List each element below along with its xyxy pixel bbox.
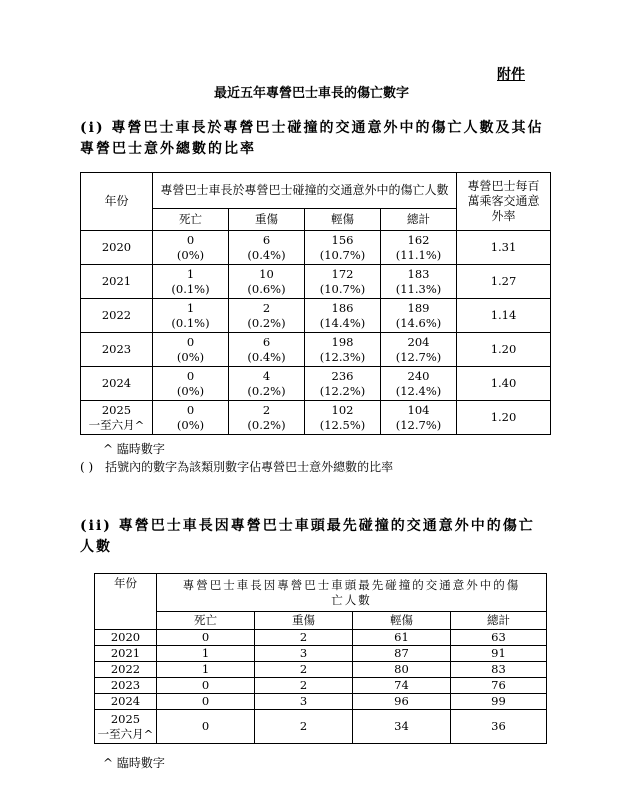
total-cell bbox=[381, 401, 457, 435]
slight-cell: 61 bbox=[353, 630, 451, 646]
year-cell bbox=[95, 694, 157, 710]
slight-cell: 87 bbox=[353, 646, 451, 662]
table-row bbox=[95, 662, 547, 678]
note-provisional: ^ 臨時數字 bbox=[103, 442, 165, 456]
deaths-cell bbox=[153, 367, 229, 401]
cell-percent: (12.5%) bbox=[319, 417, 366, 432]
year-value: 2024 bbox=[101, 376, 132, 390]
year-cell bbox=[81, 231, 153, 265]
note-provisional-2: ^ 臨時數字 bbox=[103, 756, 165, 770]
deaths-cell bbox=[153, 231, 229, 265]
year-cell bbox=[81, 299, 153, 333]
cell-value: 2 bbox=[262, 402, 271, 417]
rate-cell: 1.20 bbox=[457, 401, 551, 435]
cell-value: 236 bbox=[331, 368, 354, 383]
total-cell bbox=[381, 299, 457, 333]
cell-percent: (0%) bbox=[176, 417, 205, 432]
deaths-cell: 1 bbox=[157, 646, 255, 662]
total-cell: 76 bbox=[451, 678, 547, 694]
cell-percent: (0.6%) bbox=[247, 281, 286, 296]
total-cell: 91 bbox=[451, 646, 547, 662]
cell-percent: (14.6%) bbox=[395, 315, 442, 330]
table-row bbox=[81, 265, 551, 299]
deaths-cell bbox=[153, 265, 229, 299]
cell-percent: (11.1%) bbox=[395, 247, 442, 262]
total-cell bbox=[381, 333, 457, 367]
group-header: 專營巴士車長於專營巴士碰撞的交通意外中的傷亡人數 bbox=[153, 173, 457, 209]
sub-header-total: 總計 bbox=[381, 209, 457, 231]
year-cell bbox=[95, 678, 157, 694]
cell-percent: (12.2%) bbox=[319, 383, 366, 398]
deaths-cell: 0 bbox=[157, 710, 255, 744]
table-row bbox=[81, 299, 551, 333]
serious-cell bbox=[229, 401, 305, 435]
slight-cell: 34 bbox=[353, 710, 451, 744]
year-cell bbox=[81, 367, 153, 401]
sub-header-deaths: 死亡 bbox=[153, 209, 229, 231]
cell-percent: (0%) bbox=[176, 349, 205, 364]
deaths-cell: 1 bbox=[157, 662, 255, 678]
total-cell bbox=[381, 367, 457, 401]
table-row bbox=[81, 367, 551, 401]
rate-cell: 1.20 bbox=[457, 333, 551, 367]
table-row bbox=[95, 678, 547, 694]
year-note: 一至六月^ bbox=[97, 726, 154, 741]
serious-cell: 2 bbox=[255, 710, 353, 744]
cell-value: 1 bbox=[186, 300, 195, 315]
serious-cell bbox=[229, 299, 305, 333]
cell-percent: (0.4%) bbox=[247, 349, 286, 364]
cell-percent: (0.2%) bbox=[247, 315, 286, 330]
table-casualties-front-collision bbox=[94, 573, 547, 744]
table-row bbox=[81, 333, 551, 367]
deaths-cell: 0 bbox=[157, 630, 255, 646]
total-cell: 83 bbox=[451, 662, 547, 678]
cell-value: 240 bbox=[407, 368, 430, 383]
year-cell bbox=[81, 401, 153, 435]
table-row bbox=[95, 694, 547, 710]
year-header: 年份 bbox=[95, 574, 157, 630]
cell-percent: (0%) bbox=[176, 247, 205, 262]
total-cell: 63 bbox=[451, 630, 547, 646]
year-value: 2022 bbox=[110, 662, 141, 676]
rate-cell: 1.40 bbox=[457, 367, 551, 401]
slight-cell: 80 bbox=[353, 662, 451, 678]
cell-value: 156 bbox=[331, 232, 354, 247]
slight-cell bbox=[305, 401, 381, 435]
year-cell bbox=[95, 710, 157, 744]
deaths-cell: 0 bbox=[157, 694, 255, 710]
sub-header-serious: 重傷 bbox=[229, 209, 305, 231]
slight-cell bbox=[305, 333, 381, 367]
slight-cell bbox=[305, 265, 381, 299]
cell-value: 1 bbox=[186, 266, 195, 281]
rate-cell: 1.27 bbox=[457, 265, 551, 299]
serious-cell: 2 bbox=[255, 630, 353, 646]
year-value: 2022 bbox=[101, 308, 132, 322]
rate-header: 專營巴士每百萬乘客交通意外率 bbox=[457, 173, 551, 231]
year-cell bbox=[95, 630, 157, 646]
serious-cell: 2 bbox=[255, 662, 353, 678]
serious-cell bbox=[229, 231, 305, 265]
cell-percent: (12.3%) bbox=[319, 349, 366, 364]
slight-cell: 96 bbox=[353, 694, 451, 710]
year-value: 2023 bbox=[101, 342, 132, 356]
cell-value: 162 bbox=[407, 232, 430, 247]
total-cell: 99 bbox=[451, 694, 547, 710]
year-note: 一至六月^ bbox=[88, 417, 145, 432]
section2-title: (ii) 專營巴士車長因專營巴士車頭最先碰撞的交通意外中的傷亡人數 bbox=[80, 518, 535, 555]
table-casualties-collision bbox=[80, 172, 551, 435]
group-header: 專營巴士車長因專營巴士車頭最先碰撞的交通意外中的傷亡人數 bbox=[157, 574, 547, 612]
cell-value: 10 bbox=[259, 266, 274, 281]
cell-percent: (10.7%) bbox=[319, 281, 366, 296]
cell-percent: (11.3%) bbox=[395, 281, 442, 296]
total-cell: 36 bbox=[451, 710, 547, 744]
slight-cell bbox=[305, 231, 381, 265]
cell-value: 104 bbox=[407, 402, 430, 417]
sub-header-deaths: 死亡 bbox=[157, 612, 255, 630]
serious-cell: 2 bbox=[255, 678, 353, 694]
slight-cell bbox=[305, 299, 381, 333]
cell-percent: (0.4%) bbox=[247, 247, 286, 262]
cell-percent: (14.4%) bbox=[319, 315, 366, 330]
table-row bbox=[95, 630, 547, 646]
deaths-cell: 0 bbox=[157, 678, 255, 694]
deaths-cell bbox=[153, 401, 229, 435]
cell-percent: (12.7%) bbox=[395, 417, 442, 432]
cell-value: 183 bbox=[407, 266, 430, 281]
year-cell bbox=[81, 333, 153, 367]
cell-value: 0 bbox=[186, 402, 195, 417]
section1-title: (i) 專營巴士車長於專營巴士碰撞的交通意外中的傷亡人數及其佔專營巴士意外總數的比率 bbox=[80, 120, 544, 157]
year-value: 2024 bbox=[110, 694, 141, 708]
cell-value: 0 bbox=[186, 368, 195, 383]
table-row bbox=[81, 401, 551, 435]
cell-value: 0 bbox=[186, 232, 195, 247]
rate-cell: 1.31 bbox=[457, 231, 551, 265]
cell-value: 172 bbox=[331, 266, 354, 281]
rate-cell: 1.14 bbox=[457, 299, 551, 333]
total-cell bbox=[381, 265, 457, 299]
cell-percent: (0.1%) bbox=[171, 315, 210, 330]
year-value: 2021 bbox=[101, 274, 132, 288]
cell-percent: (0%) bbox=[176, 383, 205, 398]
table-row bbox=[95, 710, 547, 744]
cell-percent: (0.1%) bbox=[171, 281, 210, 296]
note-brackets: ( ) 括號內的數字為該類別數字佔專營巴士意外總數的比率 bbox=[80, 460, 394, 474]
year-value: 2025 bbox=[110, 711, 141, 726]
cell-value: 198 bbox=[331, 334, 354, 349]
cell-value: 186 bbox=[331, 300, 354, 315]
cell-percent: (0.2%) bbox=[247, 383, 286, 398]
sub-header-slight: 輕傷 bbox=[353, 612, 451, 630]
serious-cell bbox=[229, 367, 305, 401]
slight-cell bbox=[305, 367, 381, 401]
sub-header-total: 總計 bbox=[451, 612, 547, 630]
serious-cell: 3 bbox=[255, 694, 353, 710]
cell-value: 102 bbox=[331, 402, 354, 417]
serious-cell: 3 bbox=[255, 646, 353, 662]
slight-cell: 74 bbox=[353, 678, 451, 694]
serious-cell bbox=[229, 265, 305, 299]
cell-percent: (12.4%) bbox=[395, 383, 442, 398]
table-row bbox=[81, 231, 551, 265]
cell-value: 0 bbox=[186, 334, 195, 349]
year-cell bbox=[81, 265, 153, 299]
year-header: 年份 bbox=[81, 173, 153, 231]
year-value: 2020 bbox=[101, 240, 132, 254]
year-value: 2021 bbox=[110, 646, 141, 660]
cell-value: 204 bbox=[407, 334, 430, 349]
cell-percent: (0.2%) bbox=[247, 417, 286, 432]
year-value: 2025 bbox=[101, 402, 132, 417]
main-title: 最近五年專營巴士車長的傷亡數字 bbox=[213, 86, 409, 101]
cell-value: 4 bbox=[262, 368, 271, 383]
year-value: 2020 bbox=[110, 630, 141, 644]
sub-header-slight: 輕傷 bbox=[305, 209, 381, 231]
total-cell bbox=[381, 231, 457, 265]
cell-value: 6 bbox=[262, 334, 271, 349]
cell-value: 6 bbox=[262, 232, 271, 247]
cell-value: 2 bbox=[262, 300, 271, 315]
serious-cell bbox=[229, 333, 305, 367]
year-cell bbox=[95, 646, 157, 662]
cell-percent: (10.7%) bbox=[319, 247, 366, 262]
year-cell bbox=[95, 662, 157, 678]
deaths-cell bbox=[153, 299, 229, 333]
cell-value: 189 bbox=[407, 300, 430, 315]
annex-label: 附件 bbox=[497, 67, 525, 83]
table-row bbox=[95, 646, 547, 662]
sub-header-serious: 重傷 bbox=[255, 612, 353, 630]
year-value: 2023 bbox=[110, 678, 141, 692]
cell-percent: (12.7%) bbox=[395, 349, 442, 364]
deaths-cell bbox=[153, 333, 229, 367]
